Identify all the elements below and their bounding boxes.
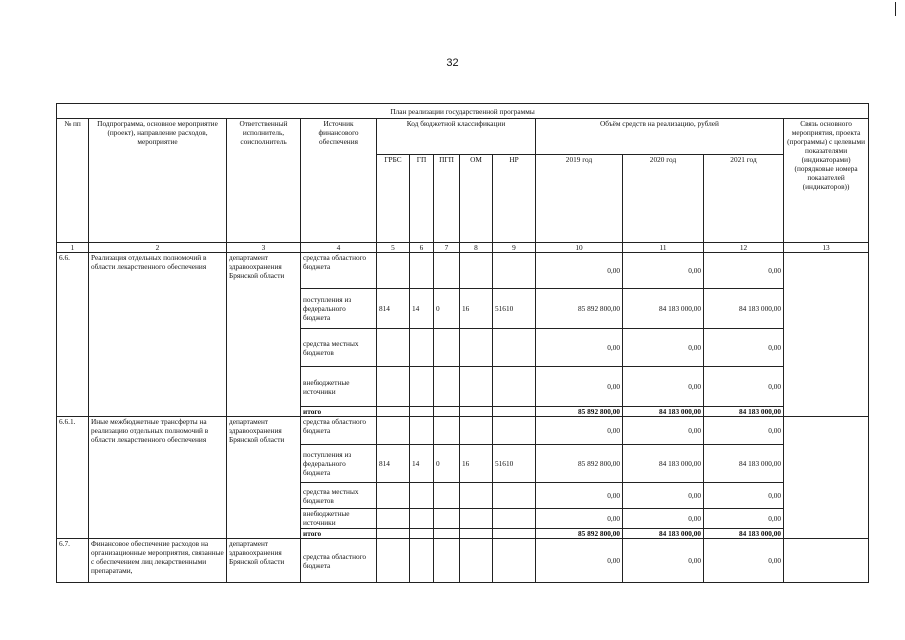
cell-pgp [434,367,460,407]
header-nr: НР [493,155,536,243]
cell-link [784,253,869,417]
col-number: 9 [493,243,536,253]
cell-gp [410,483,434,509]
row-source: средства местных бюджетов [301,483,377,509]
cell-pgp: 0 [434,289,460,329]
col-number: 6 [410,243,434,253]
cell-grbs [377,539,410,583]
col-number: 11 [623,243,704,253]
cell-2021: 0,00 [704,367,784,407]
cell-2019: 0,00 [536,367,623,407]
row-source: итого [301,407,377,417]
row-source: средства областного бюджета [301,417,377,445]
row-num: 6.6.1. [57,417,89,539]
cell-om [460,367,493,407]
cell-gp [410,539,434,583]
row-source: внебюджетные источники [301,367,377,407]
row-num: 6.7. [57,539,89,583]
header-2021: 2021 год [704,155,784,243]
cell-2020: 0,00 [623,253,704,289]
cell-nr [493,509,536,529]
table-title: План реализации государственной программы [57,104,869,119]
row-executor: департамент здравоохранения Брянской области [227,539,301,583]
header-2020: 2020 год [623,155,704,243]
cell-om [460,329,493,367]
cell-om: 16 [460,289,493,329]
cell-pgp [434,483,460,509]
col-number: 3 [227,243,301,253]
col-number: 8 [460,243,493,253]
col-number: 7 [434,243,460,253]
row-name: Реализация отдельных полномочий в области лекарственного обеспечения [89,253,227,417]
cell-gp: 14 [410,289,434,329]
header-om: ОМ [460,155,493,243]
page-number: 32 [446,57,459,69]
cell-2021: 0,00 [704,253,784,289]
header-budget-code: Код бюджетной классификации [377,119,536,155]
cell-2020: 84 183 000,00 [623,445,704,483]
cell-grbs [377,253,410,289]
cell-grbs [377,367,410,407]
cell-pgp [434,329,460,367]
row-source: поступления из федерального бюджета [301,445,377,483]
header-link: Связь основного мероприятия, проекта (программы) с целевыми показателями (индикаторами) (порядковые номера показателей (индикаторов)) [784,119,869,243]
header-pgp: ПГП [434,155,460,243]
cell-2020: 0,00 [623,417,704,445]
header-volume: Объём средств на реализацию, рублей [536,119,784,155]
cell-pgp [434,509,460,529]
cell-2020: 0,00 [623,509,704,529]
cell-pgp [434,529,460,539]
cell-link [784,539,869,583]
cell-2020: 0,00 [623,329,704,367]
cell-2020: 84 183 000,00 [623,529,704,539]
cell-grbs [377,483,410,509]
cell-nr [493,529,536,539]
cell-nr [493,253,536,289]
cell-2021: 84 183 000,00 [704,407,784,417]
cell-pgp [434,407,460,417]
cell-om [460,539,493,583]
header-gp: ГП [410,155,434,243]
cell-2021: 0,00 [704,539,784,583]
cell-2021: 0,00 [704,417,784,445]
column-numbers-row [57,243,869,253]
cell-om [460,483,493,509]
program-plan-table [56,103,869,583]
cell-om [460,407,493,417]
cell-grbs: 814 [377,289,410,329]
cell-grbs [377,417,410,445]
cell-om: 16 [460,445,493,483]
cell-2019: 85 892 800,00 [536,289,623,329]
cell-gp [410,529,434,539]
cell-gp [410,509,434,529]
cell-2020: 0,00 [623,483,704,509]
header-grbs: ГРБС [377,155,410,243]
cell-grbs [377,509,410,529]
row-num: 6.6. [57,253,89,417]
col-number: 5 [377,243,410,253]
cell-2019: 85 892 800,00 [536,445,623,483]
col-number: 2 [89,243,227,253]
cell-2021: 0,00 [704,509,784,529]
cell-gp [410,329,434,367]
cell-2019: 0,00 [536,539,623,583]
cell-nr [493,407,536,417]
row-source: внебюджетные источники [301,509,377,529]
col-number: 13 [784,243,869,253]
cell-2019: 0,00 [536,417,623,445]
cell-2021: 0,00 [704,483,784,509]
cell-2020: 84 183 000,00 [623,289,704,329]
cell-om [460,417,493,445]
cell-om [460,253,493,289]
table-row [57,253,869,289]
cell-2019: 85 892 800,00 [536,407,623,417]
cell-2020: 0,00 [623,367,704,407]
row-source: итого [301,529,377,539]
table-row [57,539,869,583]
cell-2019: 0,00 [536,253,623,289]
cell-link [784,417,869,539]
cell-nr [493,329,536,367]
header-executor: Ответственный исполнитель, соисполнитель [227,119,301,243]
row-source: средства областного бюджета [301,539,377,583]
header-2019: 2019 год [536,155,623,243]
row-executor: департамент здравоохранения Брянской области [227,417,301,539]
cell-pgp [434,539,460,583]
cell-2021: 84 183 000,00 [704,529,784,539]
cell-2020: 84 183 000,00 [623,407,704,417]
cell-om [460,509,493,529]
cell-nr: 51610 [493,289,536,329]
cell-2021: 0,00 [704,329,784,367]
cell-grbs: 814 [377,445,410,483]
row-name: Иные межбюджетные трансферты на реализацию отдельных полномочий в области лекарственного обеспечения [89,417,227,539]
cell-2019: 0,00 [536,509,623,529]
cell-grbs [377,407,410,417]
cell-nr [493,417,536,445]
cell-2020: 0,00 [623,539,704,583]
row-source: средства местных бюджетов [301,329,377,367]
cell-grbs [377,329,410,367]
cell-2021: 84 183 000,00 [704,289,784,329]
cell-pgp [434,417,460,445]
table-row [57,417,869,445]
cell-2021: 84 183 000,00 [704,445,784,483]
cell-grbs [377,529,410,539]
header-source: Источник финансового обеспечения [301,119,377,243]
cell-nr [493,367,536,407]
col-number: 1 [57,243,89,253]
row-executor: департамент здравоохранения Брянской области [227,253,301,417]
cell-2019: 0,00 [536,329,623,367]
cell-gp [410,367,434,407]
header-subprogram: Подпрограмма, основное мероприятие (проект), направление расходов, мероприятие [89,119,227,243]
cell-gp [410,253,434,289]
cell-pgp [434,253,460,289]
cell-2019: 0,00 [536,483,623,509]
cell-gp [410,407,434,417]
cell-pgp: 0 [434,445,460,483]
cell-2019: 85 892 800,00 [536,529,623,539]
row-source: средства областного бюджета [301,253,377,289]
row-source: поступления из федерального бюджета [301,289,377,329]
row-name: Финансовое обеспечение расходов на организационные мероприятия, связанные с обеспечением лиц лекарственными препаратами, [89,539,227,583]
col-number: 4 [301,243,377,253]
edge-mark [895,2,896,16]
header-num: № пп [57,119,89,243]
cell-nr [493,539,536,583]
col-number: 12 [704,243,784,253]
cell-gp: 14 [410,445,434,483]
cell-om [460,529,493,539]
cell-gp [410,417,434,445]
col-number: 10 [536,243,623,253]
cell-nr: 51610 [493,445,536,483]
cell-nr [493,483,536,509]
